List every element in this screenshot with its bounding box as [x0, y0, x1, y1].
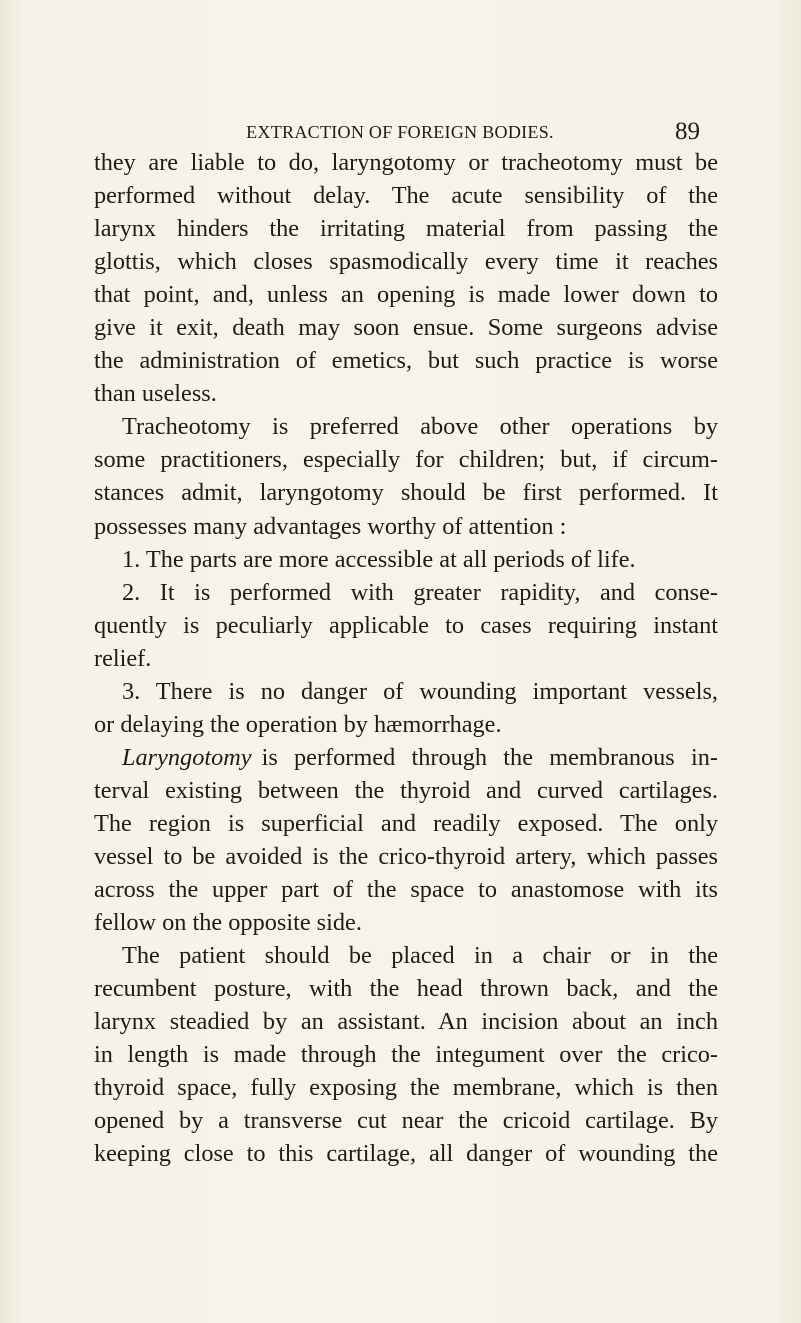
text-line: terval existing between the thyroid and curved cartilages. [94, 776, 718, 804]
text-line: some practitioners, especially for children; but, if circum- [94, 446, 718, 474]
text-line: stances admit, laryngotomy should be first performed. It [94, 479, 718, 507]
text-line: performed without delay. The acute sensibility of the [94, 182, 718, 210]
list-item-1: 1. The parts are more accessible at all periods of life. [122, 545, 636, 573]
body-text [94, 146, 718, 1170]
paragraph-start-line: The patient should be placed in a chair or in the [122, 942, 718, 970]
text-line: The region is superficial and readily exposed. The only [94, 809, 718, 837]
text-line: opened by a transverse cut near the cricoid cartilage. By [94, 1107, 718, 1135]
text-line: in length is made through the integument over the crico- [94, 1041, 718, 1069]
text-line: fellow on the opposite side. [94, 909, 362, 937]
list-item-2: 2. It is performed with greater rapidity, and conse- [122, 578, 718, 606]
text-line: glottis, which closes spasmodically every time it reaches [94, 248, 718, 276]
text-line: larynx steadied by an assistant. An incision about an inch [94, 1008, 718, 1036]
paragraph-start-line [94, 741, 718, 774]
running-title: EXTRACTION OF FOREIGN BODIES. [246, 122, 554, 142]
page-number: 89 [675, 118, 700, 145]
text-line: thyroid space, fully exposing the membrane, which is then [94, 1074, 718, 1102]
text-line: keeping close to this cartilage, all danger of wounding the [94, 1140, 718, 1168]
text-line: give it exit, death may soon ensue. Some surgeons advise [94, 314, 718, 342]
text-line: they are liable to do, laryngotomy or tracheotomy must be [94, 149, 718, 176]
text-line: relief. [94, 644, 152, 672]
text-line: that point, and, unless an opening is made lower down to [94, 281, 718, 309]
text-line: vessel to be avoided is the crico-thyroid artery, which passes [94, 842, 718, 870]
text-line: larynx hinders the irritating material from passing the [94, 215, 718, 243]
text-line: or delaying the operation by hæmorrhage. [94, 710, 502, 738]
text-line: quently is peculiarly applicable to cases requiring instant [94, 611, 718, 639]
text-line: than useless. [94, 380, 217, 408]
running-head [100, 102, 700, 145]
paragraph-start-line: Tracheotomy is preferred above other operations by [122, 413, 718, 441]
text-line: recumbent posture, with the head thrown back, and the [94, 975, 718, 1003]
list-item-3: 3. There is no danger of wounding important vessels, [122, 677, 718, 705]
text-segment: is performed through the membranous in- [261, 743, 718, 771]
italic-term: Laryngotomy [122, 743, 252, 771]
text-line: the administration of emetics, but such practice is worse [94, 347, 718, 375]
text-line: possesses many advantages worthy of attention : [94, 512, 567, 540]
text-line: across the upper part of the space to anastomose with its [94, 876, 718, 904]
